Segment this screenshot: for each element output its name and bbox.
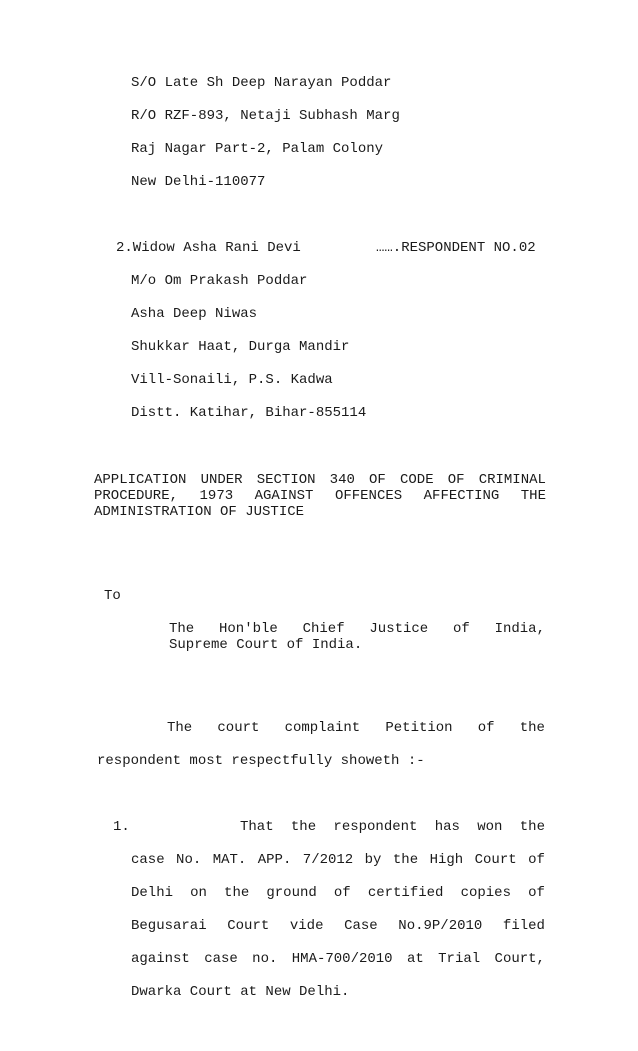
word: by [364, 852, 382, 868]
word: ground [266, 885, 317, 901]
word: on [190, 885, 207, 901]
word: Hon'ble [219, 621, 278, 637]
respondent2-role: …….RESPONDENT NO.02 [376, 240, 536, 256]
word: APPLICATION [94, 472, 187, 488]
word: Court [227, 918, 270, 934]
word: OFFENCES [334, 488, 403, 504]
word: court [217, 720, 260, 736]
word: the [519, 720, 545, 736]
address-line: Shukkar Haat, Durga Mandir [131, 339, 350, 355]
word: complaint [284, 720, 361, 736]
word: Justice [369, 621, 429, 637]
application-title-line [94, 488, 546, 505]
word: respondent [333, 819, 418, 835]
word: Case [344, 918, 378, 934]
word: HMA-700/2010 [291, 951, 393, 967]
word: vide [289, 918, 324, 934]
word: Chief [302, 621, 345, 637]
word: the [290, 819, 317, 835]
word: India, [494, 621, 545, 637]
address-line: Distt. Katihar, Bihar-855114 [131, 405, 367, 421]
word: Begusarai [131, 918, 207, 934]
word: CRIMINAL [478, 472, 546, 488]
word: Court, [494, 951, 545, 967]
word: PROCEDURE, [94, 488, 179, 504]
word: the [224, 885, 250, 901]
address-line: S/O Late Sh Deep Narayan Poddar [131, 75, 392, 91]
word: MAT. [212, 852, 247, 868]
addressee-line [169, 621, 545, 638]
word: APP. [257, 852, 292, 868]
word: the [519, 819, 545, 835]
word: Delhi [131, 885, 174, 901]
word: OF [447, 472, 465, 488]
word: CODE [399, 472, 434, 488]
word: won [477, 819, 503, 835]
paragraph-line: Dwarka Court at New Delhi. [131, 984, 350, 1000]
word: filed [502, 918, 545, 934]
address-line: M/o Om Prakash Poddar [131, 273, 308, 289]
word: The [169, 621, 195, 637]
word: against [131, 951, 190, 967]
word: of [333, 885, 351, 901]
word: of [452, 621, 470, 637]
word: has [434, 819, 460, 835]
word: AFFECTING [423, 488, 500, 504]
word: No.9P/2010 [398, 918, 483, 934]
paragraph-line [240, 819, 545, 836]
address-line: New Delhi-110077 [131, 174, 266, 190]
word: OF [369, 472, 386, 488]
application-title-line [94, 472, 546, 489]
word: Petition [385, 720, 453, 736]
paragraph-line [131, 885, 545, 902]
word: Court [474, 852, 517, 868]
word: The [167, 720, 193, 736]
word: of [477, 720, 495, 736]
word: Trial [438, 951, 481, 967]
word: case [131, 852, 165, 868]
word: High [429, 852, 464, 868]
word: case [204, 951, 238, 967]
word: at [406, 951, 424, 967]
address-line: R/O RZF-893, Netaji Subhash Marg [131, 108, 400, 124]
word: 1973 [199, 488, 234, 504]
word: no. [252, 951, 278, 967]
word: certified [367, 885, 444, 901]
address-line: Vill-Sonaili, P.S. Kadwa [131, 372, 333, 388]
intro-line [167, 720, 545, 737]
word: AGAINST [254, 488, 314, 504]
paragraph-line [131, 951, 545, 968]
word: THE [520, 488, 546, 504]
word: of [528, 885, 545, 901]
respondent2-name: 2.Widow Asha Rani Devi [116, 240, 301, 256]
word: 340 [329, 472, 355, 488]
word: No. [176, 852, 202, 868]
word: SECTION [256, 472, 316, 488]
paragraph-number: 1. [113, 819, 130, 835]
address-line: Raj Nagar Part-2, Palam Colony [131, 141, 384, 157]
address-line: Asha Deep Niwas [131, 306, 258, 322]
paragraph-line [131, 852, 545, 869]
word: copies [460, 885, 511, 901]
word: 7/2012 [302, 852, 354, 868]
word: That [240, 819, 274, 835]
word: of [528, 852, 545, 868]
salutation: To [104, 588, 121, 604]
word: the [392, 852, 419, 868]
application-title-line: ADMINISTRATION OF JUSTICE [94, 504, 305, 520]
paragraph-line [131, 918, 545, 935]
addressee-line: Supreme Court of India. [169, 637, 363, 653]
word: UNDER [200, 472, 243, 488]
intro-line: respondent most respectfully showeth :- [97, 753, 425, 769]
